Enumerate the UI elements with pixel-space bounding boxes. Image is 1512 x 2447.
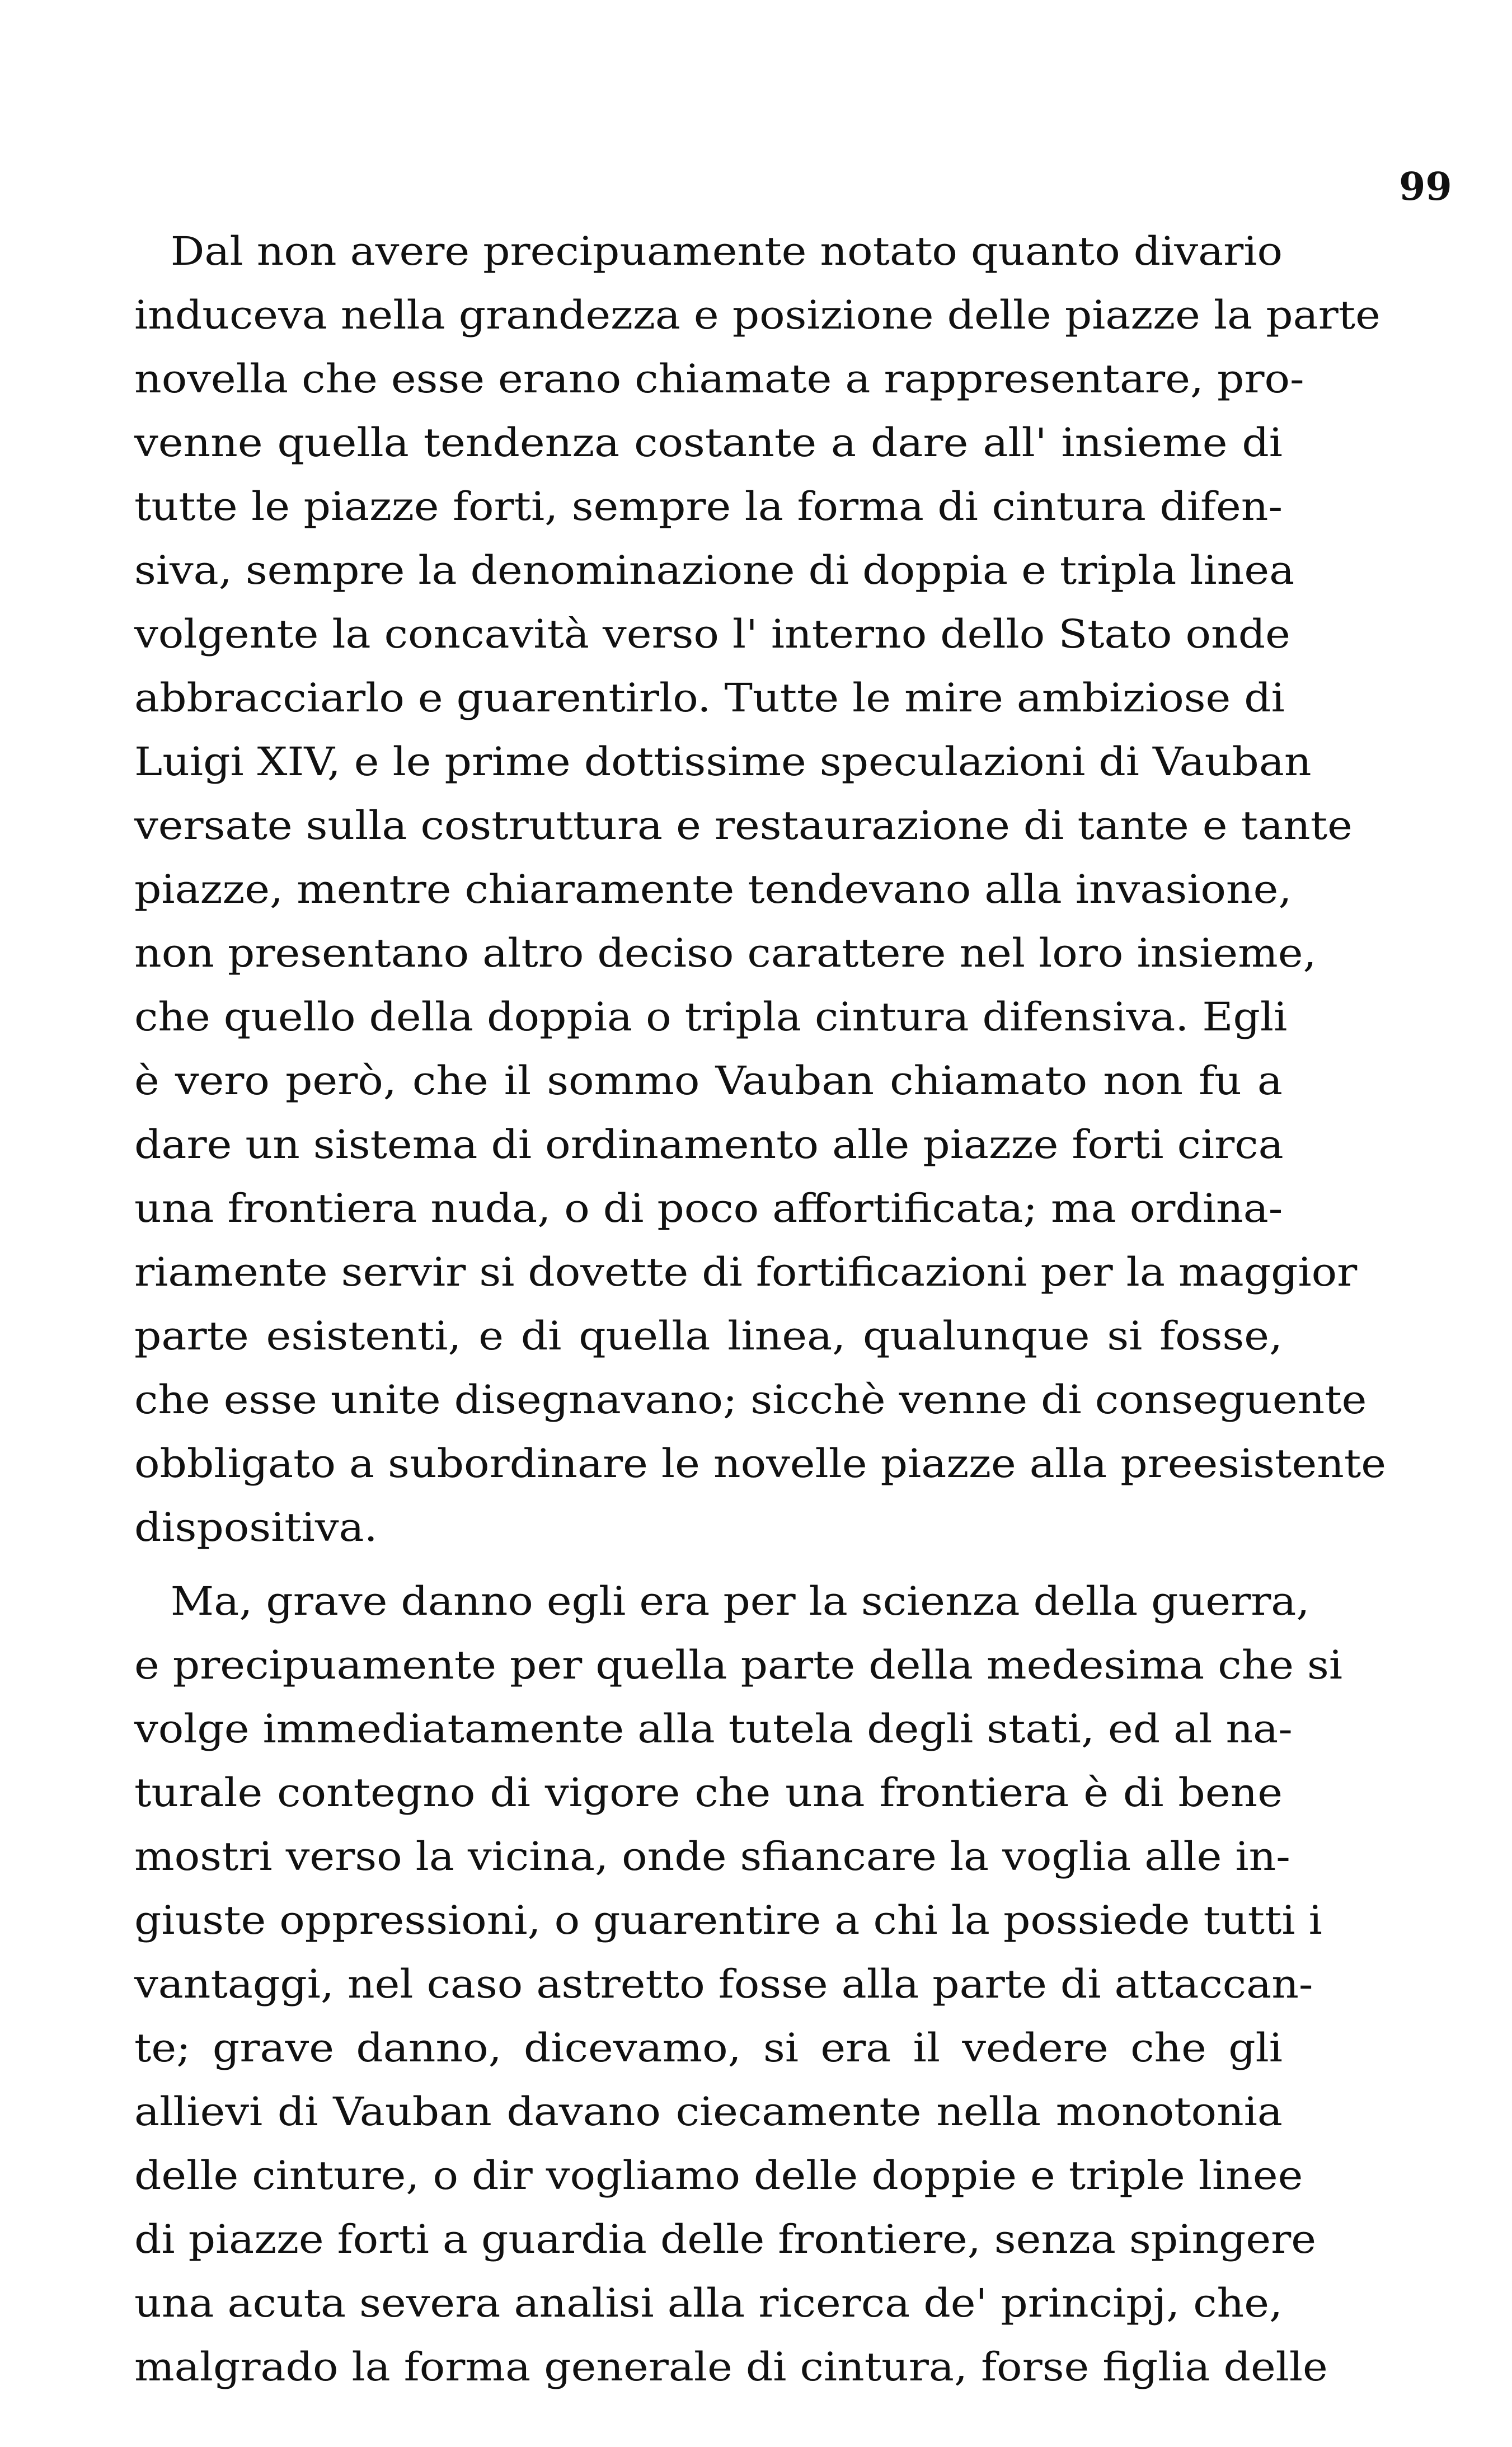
text-line: di piazze forti a guardia delle frontiere, senza spingere [134,2216,1317,2262]
text-line: che quello della doppia o tripla cintura difensiva. Egli [134,994,1288,1040]
text-line: te; grave danno, dicevamo, si era il vedere che gli [134,2025,1283,2071]
text-line: Dal non avere precipuamente notato quanto divario [170,228,1283,274]
text-line: è vero però, che il sommo Vauban chiamato non fu a [134,1058,1283,1104]
body-text [134,219,1387,2399]
text-line: tutte le piazze forti, sempre la forma di cintura difen- [134,484,1283,529]
text-line: malgrado la forma generale di cintura, forse figlia delle [134,2344,1328,2390]
text-line: e precipuamente per quella parte della medesima che si [134,1642,1343,1688]
text-line: mostri verso la vicina, onde sfiancare la voglia alle in- [134,1834,1290,1879]
text-line: Luigi XIV, e le prime dottissime speculazioni di Vauban [134,739,1312,785]
text-line: dare un sistema di ordinamento alle piazze forti circa [134,1122,1284,1168]
text-line: volgente la concavità verso l' interno dello Stato onde [134,611,1290,657]
page-number: 99 [1399,165,1452,209]
text-line: dispositiva. [134,1504,378,1550]
text-line: piazze, mentre chiaramente tendevano alla invasione, [134,866,1292,912]
text-line: non presentano altro deciso carattere nel loro insieme, [134,930,1317,976]
text-line: allievi di Vauban davano ciecamente nella monotonia [134,2089,1283,2135]
text-line: giuste oppressioni, o guarentire a chi la possiede tutti i [134,1897,1322,1943]
text-line: riamente servir si dovette di fortificazioni per la maggior [134,1249,1358,1295]
paragraph-gap [134,1559,1283,1569]
text-line: novella che esse erano chiamate a rappresentare, pro- [134,356,1304,402]
paragraph [134,1569,1343,2399]
text-line: una frontiera nuda, o di poco affortificata; ma ordina- [134,1185,1283,1231]
text-line: che esse unite disegnavano; sicchè venne di conseguente [134,1377,1367,1423]
text-line: obbligato a subordinare le novelle piazze alla preesistente [134,1441,1387,1487]
text-line: vantaggi, nel caso astretto fosse alla parte di attaccan- [134,1961,1313,2007]
text-line: parte esistenti, e di quella linea, qualunque si fosse, [134,1313,1283,1359]
text-line: venne quella tendenza costante a dare all' insieme di [134,420,1283,466]
text-line: induceva nella grandezza e posizione delle piazze la parte [134,292,1380,338]
text-line: turale contegno di vigore che una frontiera è di bene [134,1770,1283,1816]
text-line: abbracciarlo e guarentirlo. Tutte le mire ambiziose di [134,675,1285,721]
text-line: siva, sempre la denominazione di doppia e tripla linea [134,547,1295,593]
text-line: Ma, grave danno egli era per la scienza della guerra, [170,1578,1310,1624]
paragraph [134,219,1387,1559]
text-line: versate sulla costruttura e restaurazione di tante e tante [134,803,1353,849]
text-line: delle cinture, o dir vogliamo delle doppie e triple linee [134,2153,1303,2198]
text-line: volge immediatamente alla tutela degli stati, ed al na- [134,1706,1293,1752]
text-line: una acuta severa analisi alla ricerca de' principj, che, [134,2280,1283,2326]
